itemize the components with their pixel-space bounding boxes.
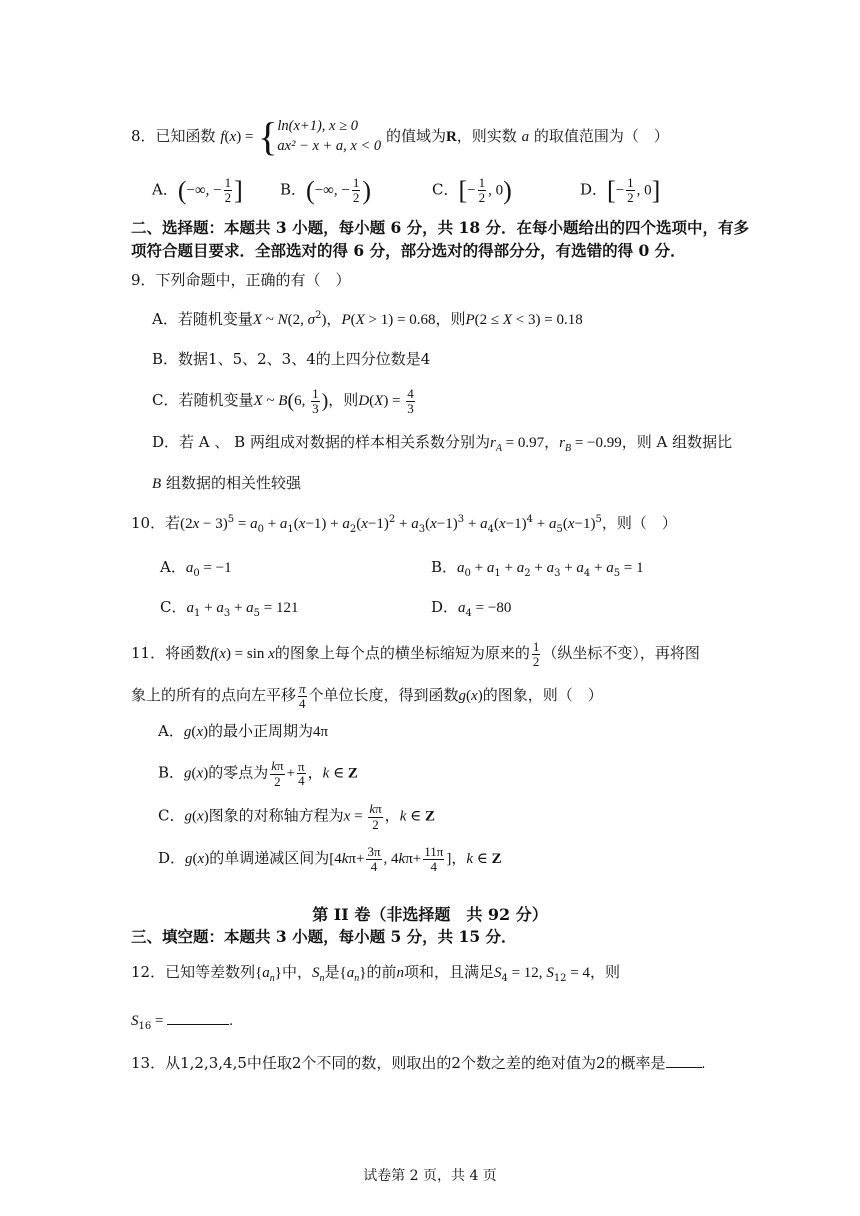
q11-option-d: D．g(x)的单调递减区间为[4kπ+ $\frac{3\pi}{4}$ , 4kπ+ $\frac{11\pi}{4}$ ]，k ∈ Z [158, 844, 502, 874]
q11-option-d-label: D． [158, 849, 186, 868]
q8-suffix: 的值域为 [385, 127, 446, 145]
q10-option-b-label: B． [431, 558, 458, 576]
q12-line1: 12．已知等差数列$\{a_n\}$中，$S_n$是$\{a_n\}$的前n项和，且满足$S_4 = 12$, $S_{12} = 4$，则 [131, 963, 621, 984]
q8-suffix2: ，则实数 [456, 127, 517, 145]
q8-option-d-label: D． [580, 180, 608, 199]
q8-option-a-label: A． [152, 180, 178, 199]
q11-option-a: A．g(x)的最小正周期为4π [158, 722, 329, 740]
q11-option-a-text: 的最小正周期为 [208, 722, 314, 740]
q9-option-a: A．若随机变量X ~ N(2, $\sigma^2$)，P(X > 1) = 0.68，则P(2 ≤ X < 3) = 0.18 [152, 310, 583, 328]
q8-piece-1: ln(x+1), x ≥ 0 [277, 118, 358, 135]
q8-suffix3: 的取值范围为（ ） [533, 127, 669, 145]
q8-option-b: B．(−∞, − $\frac{1}{2}$ ) [280, 175, 371, 206]
q8-line: 8．已知函数 f(x) = { ln(x+1), x ≥ 0 ax² − x + a, x < 0 的值域为R，则实数 a 的取值范围为（ ） [131, 114, 669, 159]
q11-line1: 11．将函数f(x) = sin x的图象上每个点的横坐标缩短为原来的 $\frac{1}{2}$ （纵坐标不变），再将图 [131, 639, 700, 669]
q9-option-b: B．数据1、5、2、3、4的上四分位数是4 [152, 350, 431, 368]
section3-heading: 三、填空题：本题共 3 小题，每小题 5 分，共 15 分． [131, 927, 517, 946]
q9-option-d: D．若 A 、 B 两组成对数据的样本相关系数分别为$r_A = 0.97$，$r_B = -0.99$，则 A 组数据比 [152, 433, 733, 454]
q10-stem: 10．若$(2x - 3)^5 = a_0 + a_1(x-1) + a_2(x-1)^2 + a_3(x-1)^3 + a_4(x-1)^4 + a_5(x-1)^5$，则（ ） [131, 514, 677, 535]
q11-option-b-label: B． [158, 763, 185, 782]
q13-line: 13．从1,2,3,4,5中任取2个不同的数，则取出的2个数之差的绝对值为2的概率是 . [131, 1054, 706, 1072]
q13-answer-blank[interactable] [666, 1067, 702, 1068]
q12-d: 的前 [366, 963, 397, 981]
q9-option-d-end: 组数据的相关性较强 [165, 474, 301, 492]
q8-option-d: D．[− $\frac{1}{2}$ , 0] [580, 175, 661, 206]
q11-option-d-text: 的单调递减区间为 [209, 849, 330, 868]
q11-line2: 象上的所有的点向左平移 $\frac{\pi}{4}$ 个单位长度，得到函数g(x)的图象，则（ ） [131, 681, 603, 711]
q11-option-a-label: A． [158, 722, 184, 740]
q11-option-c-text: 图象的对称轴方程为 [208, 806, 344, 825]
q11-option-b-text: 的零点为 [208, 763, 269, 782]
q11-option-b: B．g(x)的零点为 $\frac{k\pi}{2}$ + $\frac{\pi}{4}$ ，k ∈ Z [158, 758, 358, 789]
q9-option-a-text: A．若随机变量 [152, 310, 253, 328]
q11-option-c-label: C． [158, 806, 185, 825]
page-footer: 试卷第 2 页，共 4 页 [363, 1168, 497, 1184]
q9-option-a-then: ，则 [435, 310, 466, 328]
q8-piecewise: { ln(x+1), x ≥ 0 ax² − x + a, x < 0 [258, 114, 382, 159]
q9-option-d-text: D．若 A 、 B 两组成对数据的样本相关系数分别为 [152, 433, 490, 451]
q10-option-d-label: D． [431, 598, 459, 616]
q8-option-c-label: C． [432, 180, 459, 199]
q10-option-d: D．$a_4 = -80$ [431, 598, 512, 619]
section2-heading-line2: 项符合题目要求．全部选对的得 6 分，部分选对的得部分分，有选错的得 0 分． [131, 241, 686, 260]
q8-piece-2: ax² − x + a, x < 0 [277, 138, 382, 154]
q10-number: 10．若 [131, 514, 181, 532]
q11-line1-c: （纵坐标不变），再将图 [542, 644, 700, 663]
q11-line2-c: 的图象，则（ ） [482, 686, 603, 705]
q10-tail: ，则（ ） [601, 514, 677, 532]
q11-line1-b: 的图象上每个点的横坐标缩短为原来的 [274, 644, 530, 663]
q9-option-c-text: C．若随机变量 [152, 391, 254, 410]
q8-option-b-label: B． [280, 180, 307, 199]
q10-option-a: A．$a_0 = -1$ [160, 558, 232, 579]
q12-answer-blank[interactable] [167, 1024, 229, 1025]
q12-b: 中， [282, 963, 313, 981]
q9-option-c: C．若随机变量X ~ B(6, $\frac{1}{3}$ )，则D(X) = $\frac{4}{3}$ [152, 386, 414, 416]
section2-heading-line1: 二、选择题：本题共 3 小题，每小题 6 分，共 18 分．在每小题给出的四个选项中，有多 [131, 218, 750, 237]
q9-option-d-then: ，则 A 组数据比 [621, 433, 733, 451]
q8-prefix: 已知函数 [155, 127, 216, 145]
q9-option-c-then: ，则 [328, 391, 359, 410]
q13-text: 13．从1,2,3,4,5中任取2个不同的数，则取出的2个数之差的绝对值为2的概率是 [131, 1054, 666, 1072]
q11-line1-a: 11．将函数 [131, 644, 211, 663]
q8-option-a: A．(−∞, − $\frac{1}{2}$ ] [152, 175, 243, 206]
q11-line2-b: 个单位长度，得到函数 [308, 686, 459, 705]
q12-answer-line: $S_{16}$ = . [131, 1013, 233, 1032]
q11-line2-a: 象上的所有的点向左平移 [131, 686, 297, 705]
q9-option-d-continued: B 组数据的相关性较强 [152, 474, 301, 492]
q10-option-c-label: C． [160, 598, 187, 616]
q11-option-c: C．g(x)图象的对称轴方程为x = $\frac{k\pi}{2}$ ，k ∈ Z [158, 801, 435, 832]
q12-e: 项和，且满足 [403, 963, 494, 981]
q12-a: 12．已知等差数列 [131, 963, 256, 981]
q9-stem: 9．下列命题中，正确的有（ ） [131, 271, 351, 289]
q10-option-a-label: A． [160, 558, 186, 576]
q12-c: 是 [324, 963, 340, 981]
q12-f: ，则 [590, 963, 621, 981]
q10-option-c: C．$a_1 + a_3 + a_5 = 121$ [160, 598, 299, 619]
part2-title: 第 II 卷（非选择题 共 92 分） [312, 905, 548, 924]
q10-option-b: B．$a_0 + a_1 + a_2 + a_3 + a_4 + a_5 = 1$ [431, 558, 644, 579]
q8-number: 8． [131, 127, 156, 145]
q8-option-c: C．[− $\frac{1}{2}$ , 0) [432, 175, 512, 206]
